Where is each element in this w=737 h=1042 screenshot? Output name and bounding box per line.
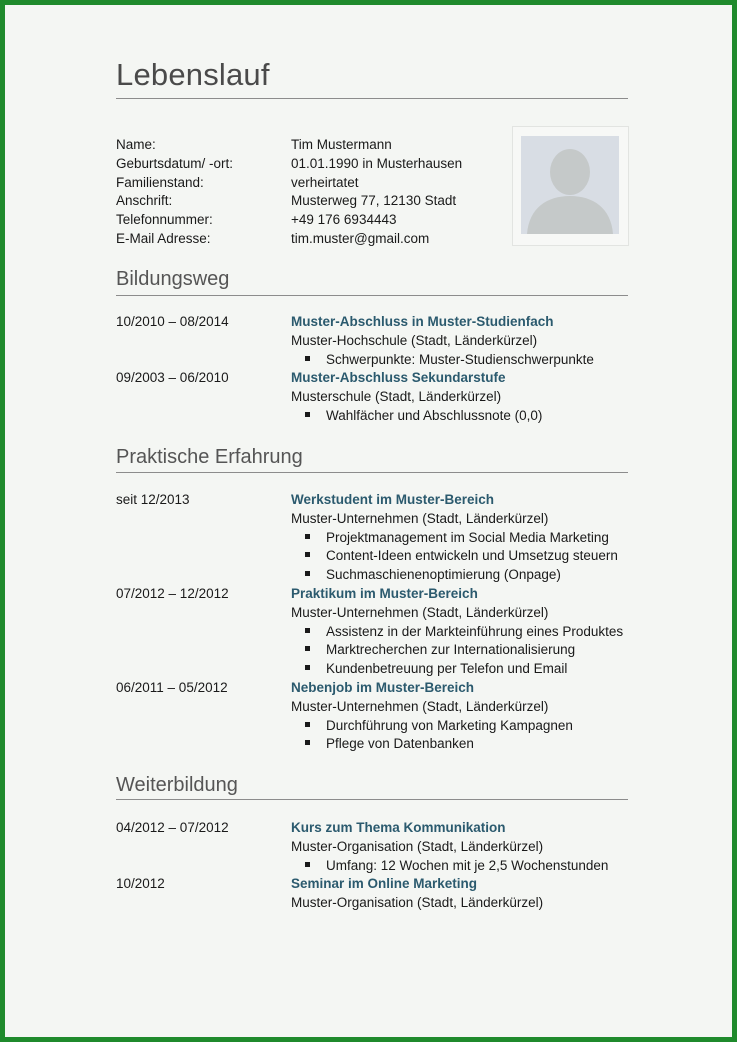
entry-organization: Muster-Unternehmen (Stadt, Länderkürzel) (291, 511, 549, 526)
personal-value: verheirtatet (291, 175, 359, 190)
personal-value: Tim Mustermann (291, 137, 392, 152)
bullet-text: Projektmanagement im Social Media Marketing (326, 530, 609, 545)
entry-organization: Muster-Unternehmen (Stadt, Länderkürzel) (291, 699, 549, 714)
bullet-square-icon (305, 646, 310, 651)
bullet-text: Assistenz in der Markteinführung eines Produktes (326, 624, 624, 639)
personal-label: Familienstand: (116, 175, 204, 190)
bullet-square-icon (305, 665, 310, 670)
personal-value: tim.muster@gmail.com (291, 231, 430, 246)
entry-date: 07/2012 – 12/2012 (116, 586, 229, 601)
entry-heading: Kurs zum Thema Kommunikation (291, 820, 506, 835)
bullet-square-icon (305, 412, 310, 417)
bullet-text: Pflege von Datenbanken (326, 736, 474, 751)
entry-heading: Werkstudent im Muster-Bereich (291, 492, 495, 507)
personal-label: Name: (116, 137, 156, 152)
bullet-square-icon (305, 571, 310, 576)
bullet-text: Kundenbetreuung per Telefon und Email (326, 661, 568, 676)
entry-bullet (305, 351, 594, 369)
bullet-square-icon (305, 722, 310, 727)
entry-organization: Muster-Unternehmen (Stadt, Länderkürzel) (291, 605, 549, 620)
entry-date: 09/2003 – 06/2010 (116, 370, 229, 385)
section-title: Praktische Erfahrung (116, 446, 303, 468)
bullet-square-icon (305, 740, 310, 745)
entry-bullet (305, 717, 573, 735)
bullet-square-icon (305, 534, 310, 539)
person-silhouette-icon (521, 136, 619, 234)
entry-bullet (305, 566, 561, 584)
entry-heading: Nebenjob im Muster-Bereich (291, 680, 475, 695)
section-rule (116, 295, 628, 296)
bullet-text: Umfang: 12 Wochen mit je 2,5 Wochenstunden (326, 858, 609, 873)
bullet-text: Durchführung von Marketing Kampagnen (326, 718, 573, 733)
entry-date: 10/2012 (116, 876, 165, 891)
entry-bullet (305, 529, 609, 547)
entry-organization: Muster-Hochschule (Stadt, Länderkürzel) (291, 333, 538, 348)
bullet-square-icon (305, 862, 310, 867)
entry-date: 10/2010 – 08/2014 (116, 314, 229, 329)
personal-label: Anschrift: (116, 193, 173, 208)
bullet-text: Wahlfächer und Abschlussnote (0,0) (326, 408, 543, 423)
bullet-text: Content-Ideen entwickeln und Umsetzug steuern (326, 548, 618, 563)
bullet-square-icon (305, 552, 310, 557)
entry-date: seit 12/2013 (116, 492, 190, 507)
bullet-text: Suchmaschienenoptimierung (Onpage) (326, 567, 561, 582)
bullet-square-icon (305, 628, 310, 633)
bullet-square-icon (305, 356, 310, 361)
entry-date: 04/2012 – 07/2012 (116, 820, 229, 835)
section-title: Weiterbildung (116, 774, 238, 796)
section-rule (116, 472, 628, 473)
entry-date: 06/2011 – 05/2012 (116, 680, 228, 695)
entry-bullet (305, 857, 608, 875)
personal-value: Musterweg 77, 12130 Stadt (291, 193, 457, 208)
entry-bullet (305, 641, 575, 659)
personal-label: Telefonnummer: (116, 212, 213, 227)
entry-bullet (305, 735, 474, 753)
bullet-text: Marktrecherchen zur Internationalisierung (326, 642, 576, 657)
entry-heading: Seminar im Online Marketing (291, 876, 478, 891)
personal-label: Geburtsdatum/ -ort: (116, 156, 234, 171)
title-rule (116, 98, 628, 99)
entry-organization: Musterschule (Stadt, Länderkürzel) (291, 389, 502, 404)
personal-value: 01.01.1990 in Musterhausen (291, 156, 463, 171)
personal-value: +49 176 6934443 (291, 212, 397, 227)
entry-organization: Muster-Organisation (Stadt, Länderkürzel) (291, 839, 544, 854)
entry-bullet (305, 407, 542, 425)
personal-label: E-Mail Adresse: (116, 231, 211, 246)
section-rule (116, 799, 628, 800)
entry-bullet (305, 660, 567, 678)
entry-heading: Muster-Abschluss in Muster-Studienfach (291, 314, 554, 329)
entry-heading: Praktikum im Muster-Bereich (291, 586, 478, 601)
bullet-text: Schwerpunkte: Muster-Studienschwerpunkte (326, 352, 594, 367)
entry-organization: Muster-Organisation (Stadt, Länderkürzel) (291, 895, 544, 910)
entry-bullet (305, 547, 618, 565)
section-title: Bildungsweg (116, 268, 230, 290)
entry-heading: Muster-Abschluss Sekundarstufe (291, 370, 506, 385)
photo-frame (512, 126, 629, 246)
entry-bullet (305, 623, 623, 641)
page-title: Lebenslauf (116, 57, 270, 92)
